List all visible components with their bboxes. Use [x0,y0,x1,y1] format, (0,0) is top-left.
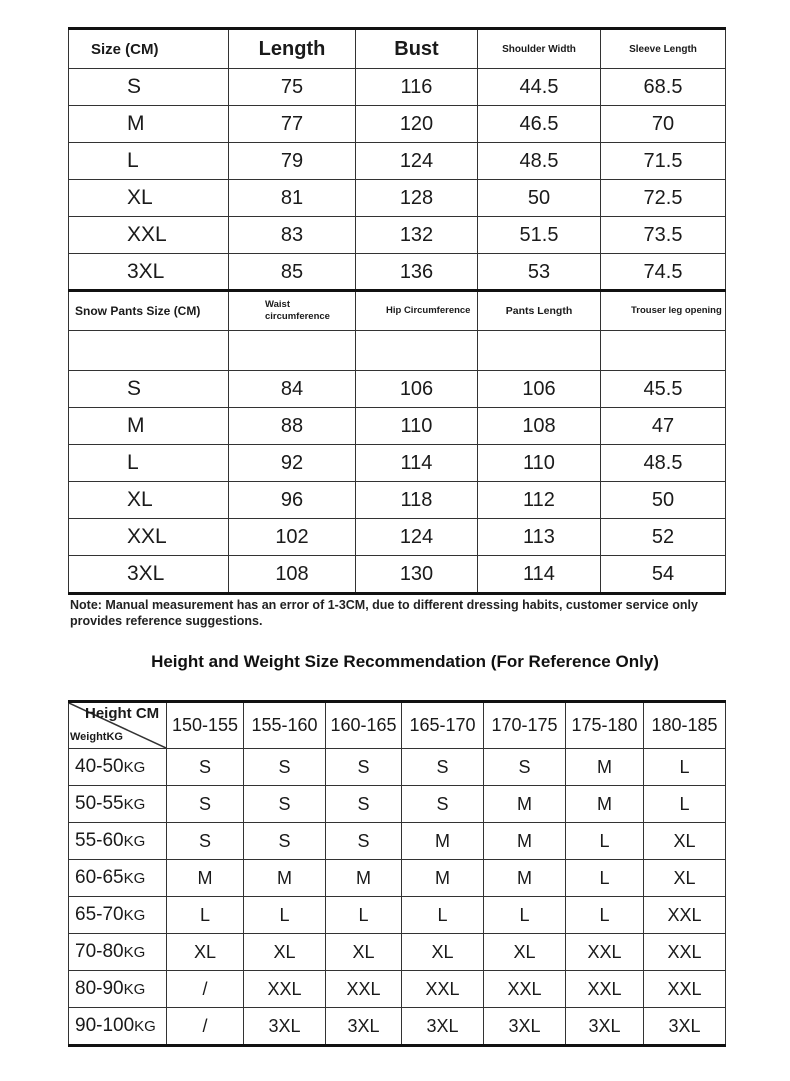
measurement-cell: 53 [478,254,601,291]
height-range: 155-160 [244,702,326,749]
measurement-cell: 75 [229,69,356,106]
header-leg-opening: Trouser leg opening [601,291,726,331]
table-row [69,445,726,482]
recommended-size: M [566,749,644,786]
recommended-size: L [566,823,644,860]
measurement-cell: 106 [478,371,601,408]
recommended-size: M [484,860,566,897]
recommended-size: M [566,786,644,823]
measurement-cell: 71.5 [601,143,726,180]
measurement-cell: 68.5 [601,69,726,106]
recommended-size: XXL [566,934,644,971]
header-shoulder-width: Shoulder Width [478,29,601,69]
measurement-cell: 54 [601,556,726,594]
recommendation-title: Height and Weight Size Recommendation (For Reference Only) [151,652,659,671]
recommended-size: S [326,823,402,860]
recommended-size: L [244,897,326,934]
size-label: XXL [69,217,229,254]
measurement-cell: 120 [356,106,478,143]
weight-range [69,860,167,897]
measurement-cell: 73.5 [601,217,726,254]
measurement-cell: 113 [478,519,601,556]
recommended-size: / [167,1008,244,1046]
blank-cell [601,331,726,371]
measurement-cell: 45.5 [601,371,726,408]
pants-header-row [69,291,726,331]
header-sleeve-length: Sleeve Length [601,29,726,69]
measurement-cell: 50 [601,482,726,519]
height-range: 160-165 [326,702,402,749]
table-row [69,408,726,445]
weight-value: 50-55 [75,793,124,814]
weight-value: 60-65 [75,867,124,888]
recommended-size: XL [402,934,484,971]
table-row [69,749,726,786]
measurement-cell: 50 [478,180,601,217]
height-range: 180-185 [644,702,726,749]
recommended-size: L [326,897,402,934]
recommended-size: S [402,786,484,823]
recommended-size: M [326,860,402,897]
measurement-cell: 77 [229,106,356,143]
measurement-cell: 83 [229,217,356,254]
height-header-row [69,702,726,749]
measurement-cell: 114 [356,445,478,482]
weight-range [69,786,167,823]
weight-value: 70-80 [75,941,124,962]
jacket-size-table [68,27,726,291]
recommended-size: XXL [566,971,644,1008]
recommended-size: M [484,823,566,860]
recommended-size: XXL [402,971,484,1008]
size-label: S [69,69,229,106]
recommended-size: 3XL [566,1008,644,1046]
pants-size-table [68,289,726,595]
weight-value: 40-50 [75,756,124,777]
measurement-cell: 70 [601,106,726,143]
table-row [69,823,726,860]
table-row [69,519,726,556]
recommended-size: XXL [484,971,566,1008]
measurement-cell: 110 [478,445,601,482]
recommended-size: M [244,860,326,897]
measurement-cell: 51.5 [478,217,601,254]
weight-value: 90-100 [75,1015,135,1036]
recommended-size: L [566,897,644,934]
header-waist: Waist circumference [229,291,356,331]
weight-unit: KG [134,1018,156,1035]
measurement-cell: 72.5 [601,180,726,217]
measurement-note: Note: Manual measurement has an error of 1-3CM, due to different dressing habits, customer service only provides reference suggestions. [70,598,698,628]
recommended-size: L [644,749,726,786]
size-label: 3XL [69,254,229,291]
recommended-size: L [566,860,644,897]
weight-range [69,971,167,1008]
recommended-size: XXL [644,897,726,934]
recommended-size: 3XL [326,1008,402,1046]
size-label: M [69,408,229,445]
weight-unit: KG [123,944,146,961]
table-row [69,180,726,217]
recommended-size: S [244,786,326,823]
corner-weight-label: WeightKG [70,731,123,743]
recommended-size: XXL [644,934,726,971]
recommended-size: L [484,897,566,934]
recommended-size: 3XL [244,1008,326,1046]
recommended-size: XXL [326,971,402,1008]
weight-range [69,749,167,786]
measurement-cell: 46.5 [478,106,601,143]
measurement-cell: 128 [356,180,478,217]
jacket-header-row [69,29,726,69]
size-label: XL [69,180,229,217]
weight-range [69,897,167,934]
table-row [69,217,726,254]
header-pants-size: Snow Pants Size (CM) [69,291,229,331]
measurement-cell: 84 [229,371,356,408]
weight-unit: KG [123,759,146,776]
table-row [69,971,726,1008]
table-row [69,254,726,291]
corner-cell [69,702,167,749]
table-row [69,556,726,594]
weight-value: 55-60 [75,830,124,851]
header-hip: Hip Circumference [356,291,478,331]
recommended-size: XL [644,823,726,860]
recommended-size: S [484,749,566,786]
size-label: XL [69,482,229,519]
recommended-size: / [167,971,244,1008]
table-row [69,786,726,823]
recommended-size: S [402,749,484,786]
table-row [69,106,726,143]
measurement-cell: 136 [356,254,478,291]
table-row [69,371,726,408]
measurement-cell: 108 [229,556,356,594]
weight-unit: KG [123,981,146,998]
measurement-cell: 130 [356,556,478,594]
size-label: XXL [69,519,229,556]
recommended-size: M [402,860,484,897]
height-range: 165-170 [402,702,484,749]
height-weight-table [68,700,726,1047]
recommended-size: 3XL [644,1008,726,1046]
measurement-cell: 88 [229,408,356,445]
blank-cell [478,331,601,371]
recommended-size: M [402,823,484,860]
recommended-size: XL [167,934,244,971]
recommended-size: XXL [244,971,326,1008]
weight-unit: KG [123,796,146,813]
blank-cell [69,331,229,371]
recommended-size: 3XL [402,1008,484,1046]
recommended-size: S [244,749,326,786]
measurement-cell: 92 [229,445,356,482]
corner-height-label: Height CM [85,705,160,722]
measurement-cell: 85 [229,254,356,291]
weight-unit: KG [123,870,146,887]
recommended-size: L [402,897,484,934]
recommended-size: S [326,786,402,823]
table-row [69,860,726,897]
weight-range [69,934,167,971]
recommended-size: S [326,749,402,786]
table-row [69,897,726,934]
recommended-size: L [644,786,726,823]
table-row [69,1008,726,1046]
measurement-cell: 52 [601,519,726,556]
measurement-cell: 124 [356,143,478,180]
weight-value: 80-90 [75,978,124,999]
recommended-size: 3XL [484,1008,566,1046]
measurement-cell: 44.5 [478,69,601,106]
recommended-size: L [167,897,244,934]
measurement-cell: 106 [356,371,478,408]
weight-value: 65-70 [75,904,124,925]
measurement-cell: 110 [356,408,478,445]
table-row [69,69,726,106]
size-label: M [69,106,229,143]
recommended-size: S [167,786,244,823]
blank-cell [356,331,478,371]
recommended-size: S [167,823,244,860]
measurement-cell: 74.5 [601,254,726,291]
table-row [69,482,726,519]
weight-range [69,823,167,860]
weight-range [69,1008,167,1046]
size-label: L [69,445,229,482]
measurement-cell: 48.5 [601,445,726,482]
recommended-size: M [167,860,244,897]
measurement-cell: 47 [601,408,726,445]
weight-unit: KG [123,833,146,850]
measurement-cell: 81 [229,180,356,217]
recommended-size: M [484,786,566,823]
recommended-size: XL [644,860,726,897]
table-row [69,143,726,180]
measurement-cell: 116 [356,69,478,106]
measurement-cell: 102 [229,519,356,556]
height-range: 150-155 [167,702,244,749]
blank-row [69,331,726,371]
recommended-size: XXL [644,971,726,1008]
header-pants-length: Pants Length [478,291,601,331]
size-label: S [69,371,229,408]
recommended-size: XL [484,934,566,971]
measurement-cell: 48.5 [478,143,601,180]
measurement-cell: 124 [356,519,478,556]
table-row [69,934,726,971]
recommended-size: S [167,749,244,786]
recommended-size: S [244,823,326,860]
size-label: L [69,143,229,180]
header-length: Length [229,29,356,69]
measurement-cell: 112 [478,482,601,519]
height-range: 175-180 [566,702,644,749]
blank-cell [229,331,356,371]
recommended-size: XL [326,934,402,971]
measurement-cell: 114 [478,556,601,594]
measurement-cell: 132 [356,217,478,254]
recommended-size: XL [244,934,326,971]
size-label: 3XL [69,556,229,594]
weight-unit: KG [123,907,146,924]
measurement-cell: 79 [229,143,356,180]
header-size: Size (CM) [69,29,229,69]
measurement-cell: 108 [478,408,601,445]
measurement-cell: 118 [356,482,478,519]
height-range: 170-175 [484,702,566,749]
measurement-cell: 96 [229,482,356,519]
header-bust: Bust [356,29,478,69]
